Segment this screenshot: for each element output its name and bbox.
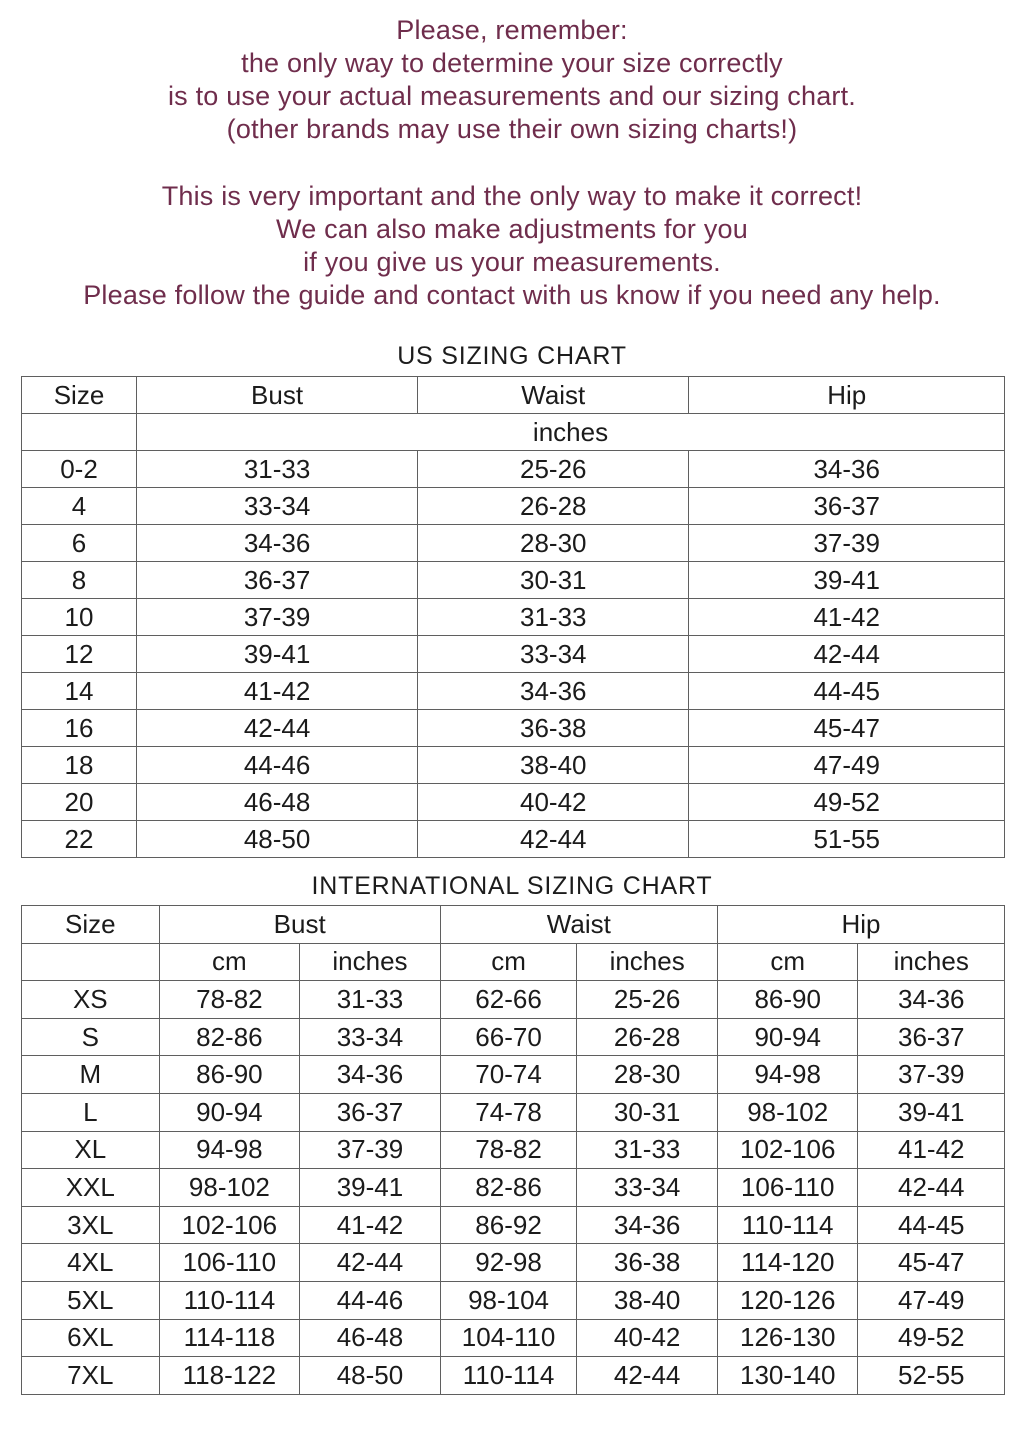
table-cell-hip_in: 44-45 bbox=[858, 1206, 1005, 1244]
table-cell-size: XL bbox=[22, 1131, 160, 1169]
table-cell-bust_in: 46-48 bbox=[300, 1319, 441, 1357]
table-row bbox=[22, 599, 1005, 636]
intro-line: (other brands may use their own sizing charts!) bbox=[226, 114, 798, 144]
table-cell-waist: 33-34 bbox=[418, 636, 689, 673]
intro-blank-line bbox=[0, 146, 1024, 180]
international-sizing-table bbox=[21, 905, 1005, 1395]
table-cell-hip: 39-41 bbox=[689, 562, 1005, 599]
intro-line: is to use your actual measurements and our sizing chart. bbox=[167, 81, 857, 111]
intro-line: the only way to determine your size correctly bbox=[241, 48, 783, 78]
table-cell-bust: 36-37 bbox=[137, 562, 418, 599]
table-cell-waist: 28-30 bbox=[418, 525, 689, 562]
intl-unit-label: inches bbox=[577, 943, 718, 981]
table-cell-hip_in: 37-39 bbox=[858, 1056, 1005, 1094]
table-cell-hip_cm: 126-130 bbox=[717, 1319, 858, 1357]
table-row bbox=[22, 1056, 1005, 1094]
table-cell-bust_cm: 82-86 bbox=[159, 1018, 300, 1056]
table-cell-bust: 44-46 bbox=[137, 747, 418, 784]
table-cell-hip_in: 36-37 bbox=[858, 1018, 1005, 1056]
table-cell-hip: 36-37 bbox=[689, 488, 1005, 525]
table-cell-size: 12 bbox=[22, 636, 137, 673]
intl-column-header-size: Size bbox=[22, 906, 160, 944]
table-cell-waist_cm: 82-86 bbox=[440, 1169, 577, 1207]
table-cell-waist: 30-31 bbox=[418, 562, 689, 599]
us-column-header-size: Size bbox=[22, 377, 137, 414]
table-cell-bust: 39-41 bbox=[137, 636, 418, 673]
table-cell-bust_in: 44-46 bbox=[300, 1281, 441, 1319]
table-cell-bust_in: 41-42 bbox=[300, 1206, 441, 1244]
table-cell-hip: 45-47 bbox=[689, 710, 1005, 747]
intro-line: We can also make adjustments for you bbox=[276, 214, 748, 244]
table-row bbox=[22, 821, 1005, 858]
table-cell-hip_cm: 90-94 bbox=[717, 1018, 858, 1056]
table-cell-hip: 49-52 bbox=[689, 784, 1005, 821]
table-cell-hip_cm: 98-102 bbox=[717, 1093, 858, 1131]
us-column-header-waist: Waist bbox=[418, 377, 689, 414]
table-cell-waist: 25-26 bbox=[418, 451, 689, 488]
table-cell-hip_cm: 114-120 bbox=[717, 1244, 858, 1282]
table-cell-hip_cm: 106-110 bbox=[717, 1169, 858, 1207]
table-cell-hip: 47-49 bbox=[689, 747, 1005, 784]
intro-line: Please, remember: bbox=[396, 15, 628, 45]
table-cell-bust: 42-44 bbox=[137, 710, 418, 747]
table-cell-bust_cm: 98-102 bbox=[159, 1169, 300, 1207]
intro-line: if you give us your measurements. bbox=[303, 247, 721, 277]
table-row bbox=[22, 1169, 1005, 1207]
table-cell-waist_cm: 98-104 bbox=[440, 1281, 577, 1319]
intl-chart-title: INTERNATIONAL SIZING CHART bbox=[311, 872, 713, 900]
table-cell-waist_in: 28-30 bbox=[577, 1056, 718, 1094]
table-cell-hip_in: 39-41 bbox=[858, 1093, 1005, 1131]
table-row bbox=[22, 1131, 1005, 1169]
table-cell-bust_in: 42-44 bbox=[300, 1244, 441, 1282]
table-row bbox=[22, 673, 1005, 710]
table-cell-bust: 37-39 bbox=[137, 599, 418, 636]
table-cell-bust: 46-48 bbox=[137, 784, 418, 821]
table-cell-bust: 48-50 bbox=[137, 821, 418, 858]
table-cell-hip: 34-36 bbox=[689, 451, 1005, 488]
table-row bbox=[22, 710, 1005, 747]
table-cell-hip_in: 47-49 bbox=[858, 1281, 1005, 1319]
table-cell-size: XXL bbox=[22, 1169, 160, 1207]
table-cell-bust_in: 48-50 bbox=[300, 1357, 441, 1395]
table-cell-size: XS bbox=[22, 981, 160, 1019]
table-cell-bust_in: 36-37 bbox=[300, 1093, 441, 1131]
table-row bbox=[22, 981, 1005, 1019]
intl-unit-label: inches bbox=[300, 943, 441, 981]
intl-unit-label: cm bbox=[440, 943, 577, 981]
table-cell-size: S bbox=[22, 1018, 160, 1056]
table-cell-waist_in: 25-26 bbox=[577, 981, 718, 1019]
table-cell-size: 10 bbox=[22, 599, 137, 636]
intl-column-header-waist: Waist bbox=[440, 906, 717, 944]
us-table-unit-row bbox=[22, 414, 1005, 451]
table-cell-waist_cm: 70-74 bbox=[440, 1056, 577, 1094]
table-row bbox=[22, 525, 1005, 562]
table-cell-hip_cm: 130-140 bbox=[717, 1357, 858, 1395]
table-cell-hip: 41-42 bbox=[689, 599, 1005, 636]
us-sizing-table bbox=[21, 376, 1005, 858]
table-cell-size: 5XL bbox=[22, 1281, 160, 1319]
table-row bbox=[22, 1018, 1005, 1056]
table-cell-bust_cm: 110-114 bbox=[159, 1281, 300, 1319]
table-cell-waist_in: 40-42 bbox=[577, 1319, 718, 1357]
intl-table-header-row bbox=[22, 906, 1005, 944]
table-cell-hip: 44-45 bbox=[689, 673, 1005, 710]
table-cell-bust: 33-34 bbox=[137, 488, 418, 525]
table-cell-waist_cm: 104-110 bbox=[440, 1319, 577, 1357]
us-chart-title: US SIZING CHART bbox=[397, 342, 627, 370]
table-cell-waist_in: 34-36 bbox=[577, 1206, 718, 1244]
table-cell-size: 7XL bbox=[22, 1357, 160, 1395]
table-row bbox=[22, 1357, 1005, 1395]
table-cell-hip: 37-39 bbox=[689, 525, 1005, 562]
table-cell-waist: 36-38 bbox=[418, 710, 689, 747]
table-cell-size: L bbox=[22, 1093, 160, 1131]
table-cell-waist_cm: 78-82 bbox=[440, 1131, 577, 1169]
intl-unit-label: inches bbox=[858, 943, 1005, 981]
intl-column-header-bust: Bust bbox=[159, 906, 440, 944]
table-cell-bust_in: 37-39 bbox=[300, 1131, 441, 1169]
table-cell-bust: 34-36 bbox=[137, 525, 418, 562]
table-row bbox=[22, 1093, 1005, 1131]
intro-line: This is very important and the only way to make it correct! bbox=[161, 181, 863, 211]
table-cell-size: 0-2 bbox=[22, 451, 137, 488]
table-cell-size: 4 bbox=[22, 488, 137, 525]
table-cell-hip: 42-44 bbox=[689, 636, 1005, 673]
table-cell-waist_in: 31-33 bbox=[577, 1131, 718, 1169]
table-cell-size: 6 bbox=[22, 525, 137, 562]
intro-text bbox=[0, 0, 1024, 312]
table-cell-hip_in: 49-52 bbox=[858, 1319, 1005, 1357]
table-row bbox=[22, 488, 1005, 525]
table-cell-waist_cm: 74-78 bbox=[440, 1093, 577, 1131]
us-column-header-bust: Bust bbox=[137, 377, 418, 414]
table-cell-waist_cm: 92-98 bbox=[440, 1244, 577, 1282]
table-cell-bust_in: 33-34 bbox=[300, 1018, 441, 1056]
table-cell-hip_cm: 110-114 bbox=[717, 1206, 858, 1244]
table-cell-bust: 31-33 bbox=[137, 451, 418, 488]
table-cell-bust_cm: 90-94 bbox=[159, 1093, 300, 1131]
us-unit-label: inches bbox=[137, 414, 1005, 451]
table-cell-hip_in: 45-47 bbox=[858, 1244, 1005, 1282]
us-table-body bbox=[22, 451, 1005, 858]
table-row bbox=[22, 562, 1005, 599]
table-row bbox=[22, 451, 1005, 488]
table-row bbox=[22, 747, 1005, 784]
table-cell-bust_cm: 86-90 bbox=[159, 1056, 300, 1094]
table-cell-waist_cm: 110-114 bbox=[440, 1357, 577, 1395]
table-cell-waist_in: 26-28 bbox=[577, 1018, 718, 1056]
table-cell-bust_cm: 102-106 bbox=[159, 1206, 300, 1244]
table-row bbox=[22, 1319, 1005, 1357]
table-cell-bust_cm: 114-118 bbox=[159, 1319, 300, 1357]
table-cell-waist_in: 38-40 bbox=[577, 1281, 718, 1319]
table-cell-bust_in: 34-36 bbox=[300, 1056, 441, 1094]
table-cell-bust: 41-42 bbox=[137, 673, 418, 710]
table-cell-waist: 31-33 bbox=[418, 599, 689, 636]
table-cell-bust_cm: 106-110 bbox=[159, 1244, 300, 1282]
table-cell-hip_in: 34-36 bbox=[858, 981, 1005, 1019]
table-cell-size: 8 bbox=[22, 562, 137, 599]
table-cell-size: 18 bbox=[22, 747, 137, 784]
table-cell-bust_in: 39-41 bbox=[300, 1169, 441, 1207]
table-cell-waist_cm: 62-66 bbox=[440, 981, 577, 1019]
table-cell-size: 14 bbox=[22, 673, 137, 710]
table-cell-hip_cm: 94-98 bbox=[717, 1056, 858, 1094]
table-cell-waist_cm: 86-92 bbox=[440, 1206, 577, 1244]
table-cell-size: 22 bbox=[22, 821, 137, 858]
table-cell-waist: 26-28 bbox=[418, 488, 689, 525]
table-row bbox=[22, 1281, 1005, 1319]
table-cell-size: M bbox=[22, 1056, 160, 1094]
table-cell-hip: 51-55 bbox=[689, 821, 1005, 858]
intl-table-unit-row bbox=[22, 943, 1005, 981]
intl-table-body bbox=[22, 981, 1005, 1395]
table-cell-size: 20 bbox=[22, 784, 137, 821]
table-row bbox=[22, 1244, 1005, 1282]
intl-unit-label: cm bbox=[159, 943, 300, 981]
table-cell-hip_cm: 102-106 bbox=[717, 1131, 858, 1169]
table-cell-hip_cm: 86-90 bbox=[717, 981, 858, 1019]
intl-unit-label: cm bbox=[717, 943, 858, 981]
table-cell-size: 3XL bbox=[22, 1206, 160, 1244]
table-cell-waist_cm: 66-70 bbox=[440, 1018, 577, 1056]
empty-cell bbox=[22, 943, 160, 981]
table-cell-waist_in: 33-34 bbox=[577, 1169, 718, 1207]
table-cell-waist_in: 36-38 bbox=[577, 1244, 718, 1282]
table-cell-waist: 40-42 bbox=[418, 784, 689, 821]
table-cell-bust_cm: 118-122 bbox=[159, 1357, 300, 1395]
table-cell-size: 4XL bbox=[22, 1244, 160, 1282]
table-row bbox=[22, 636, 1005, 673]
table-row bbox=[22, 784, 1005, 821]
table-cell-size: 16 bbox=[22, 710, 137, 747]
intro-line: Please follow the guide and contact with us know if you need any help. bbox=[83, 280, 941, 310]
intl-column-header-hip: Hip bbox=[717, 906, 1004, 944]
table-cell-waist: 42-44 bbox=[418, 821, 689, 858]
us-column-header-hip: Hip bbox=[689, 377, 1005, 414]
table-row bbox=[22, 1206, 1005, 1244]
table-cell-size: 6XL bbox=[22, 1319, 160, 1357]
us-table-header-row bbox=[22, 377, 1005, 414]
table-cell-waist: 34-36 bbox=[418, 673, 689, 710]
table-cell-hip_in: 52-55 bbox=[858, 1357, 1005, 1395]
table-cell-hip_in: 42-44 bbox=[858, 1169, 1005, 1207]
table-cell-waist_in: 42-44 bbox=[577, 1357, 718, 1395]
table-cell-hip_cm: 120-126 bbox=[717, 1281, 858, 1319]
table-cell-bust_cm: 78-82 bbox=[159, 981, 300, 1019]
table-cell-bust_cm: 94-98 bbox=[159, 1131, 300, 1169]
table-cell-hip_in: 41-42 bbox=[858, 1131, 1005, 1169]
empty-cell bbox=[22, 414, 137, 451]
table-cell-waist_in: 30-31 bbox=[577, 1093, 718, 1131]
table-cell-bust_in: 31-33 bbox=[300, 981, 441, 1019]
table-cell-waist: 38-40 bbox=[418, 747, 689, 784]
